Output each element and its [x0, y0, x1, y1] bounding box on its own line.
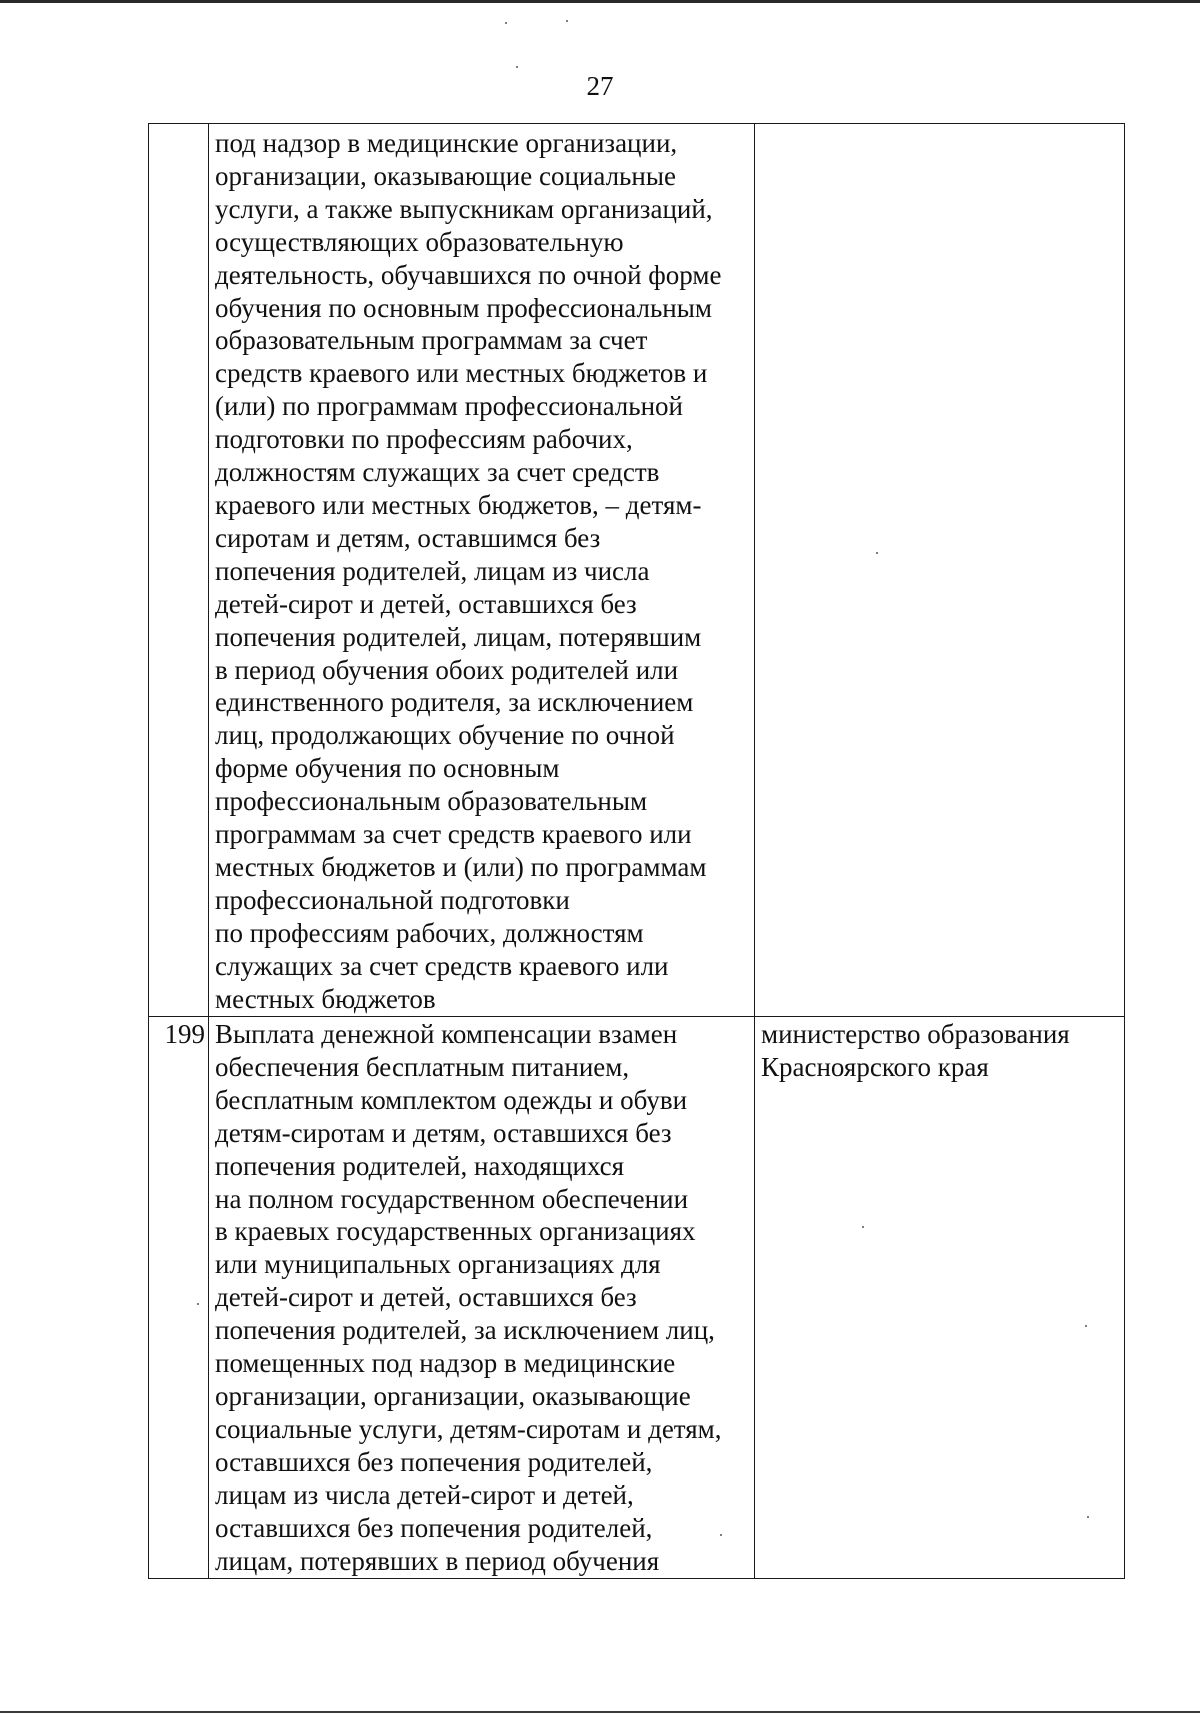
description-cell: [209, 124, 755, 1017]
text-line: попечения родителей, лицам из числа: [215, 555, 650, 586]
organization-cell: [755, 124, 1125, 1017]
page-number: 27: [586, 71, 614, 101]
text-line: Выплата денежной компенсации взамен: [215, 1019, 678, 1049]
text-line: социальные услуги, детям-сиротам и детям,: [215, 1413, 722, 1444]
text-line: деятельность, обучавшихся по очной форме: [215, 259, 722, 290]
text-line: детям-сиротам и детям, оставшихся без: [215, 1117, 672, 1148]
text-line: лицам, потерявших в период обучения: [215, 1545, 660, 1576]
text-line: организации, организации, оказывающие: [215, 1380, 691, 1411]
text-line: на полном государственном обеспечении: [215, 1183, 689, 1214]
text-line: под надзор в медицинские организации,: [215, 128, 678, 158]
text-line: оставшихся без попечения родителей,: [215, 1446, 653, 1477]
scan-speck: [566, 20, 568, 22]
text-line: лицам из числа детей-сирот и детей,: [215, 1479, 634, 1510]
text-line: профессиональным образовательным: [215, 786, 648, 817]
text-line: бесплатным комплектом одежды и обуви: [215, 1084, 688, 1115]
scan-speck: [516, 66, 518, 68]
text-line: (или) по программам профессиональной: [215, 391, 683, 422]
text-line: в краевых государственных организациях: [215, 1216, 696, 1247]
text-line: местных бюджетов и (или) по программам: [215, 851, 707, 882]
text-line: по профессиям рабочих, должностям: [215, 917, 644, 948]
page-top-edge: [0, 0, 1200, 3]
text-line: в период обучения обоих родителей или: [215, 654, 679, 685]
table-row: [149, 1017, 1125, 1579]
text-line: профессиональной подготовки: [215, 884, 570, 915]
text-line: краевого или местных бюджетов, – детям-: [215, 489, 702, 520]
document-table: [148, 123, 1125, 1579]
text-line: форме обучения по основным: [215, 753, 560, 784]
text-line: служащих за счет средств краевого или: [215, 950, 669, 981]
text-line: программам за счет средств краевого или: [215, 819, 692, 850]
text-line: сиротам и детям, оставшимся без: [215, 522, 601, 553]
organization-cell: [755, 1017, 1125, 1579]
row-number-cell: [149, 124, 209, 1017]
text-line: средств краевого или местных бюджетов и: [215, 358, 708, 389]
text-line: помещенных под надзор в медицинские: [215, 1348, 676, 1379]
text-line: осуществляющих образовательную: [215, 226, 624, 257]
text-line: Красноярского края: [761, 1051, 989, 1082]
text-line: обеспечения бесплатным питанием,: [215, 1051, 630, 1082]
text-line: подготовки по профессиям рабочих,: [215, 424, 633, 455]
text-line: должностям служащих за счет средств: [215, 457, 660, 488]
table-row: [149, 124, 1125, 1017]
text-line: министерство образования: [761, 1019, 1070, 1049]
text-line: попечения родителей, за исключением лиц,: [215, 1315, 715, 1346]
scan-speck: [505, 22, 507, 24]
text-line: местных бюджетов: [215, 983, 436, 1014]
text-line: организации, оказывающие социальные: [215, 160, 676, 191]
row-number-cell: 199: [149, 1017, 209, 1579]
text-line: попечения родителей, лицам, потерявшим: [215, 621, 702, 652]
description-cell: [209, 1017, 755, 1579]
text-line: обучения по основным профессиональным: [215, 292, 712, 323]
text-line: попечения родителей, находящихся: [215, 1150, 625, 1181]
text-line: детей-сирот и детей, оставшихся без: [215, 1282, 637, 1313]
page-bottom-edge: [0, 1711, 1200, 1713]
text-line: детей-сирот и детей, оставшихся без: [215, 588, 637, 619]
text-line: единственного родителя, за исключением: [215, 687, 694, 718]
text-line: лиц, продолжающих обучение по очной: [215, 720, 675, 751]
text-line: или муниципальных организациях для: [215, 1249, 661, 1280]
text-line: образовательным программам за счет: [215, 325, 648, 356]
text-line: услуги, а также выпускникам организаций,: [215, 193, 713, 224]
text-line: оставшихся без попечения родителей,: [215, 1512, 653, 1543]
